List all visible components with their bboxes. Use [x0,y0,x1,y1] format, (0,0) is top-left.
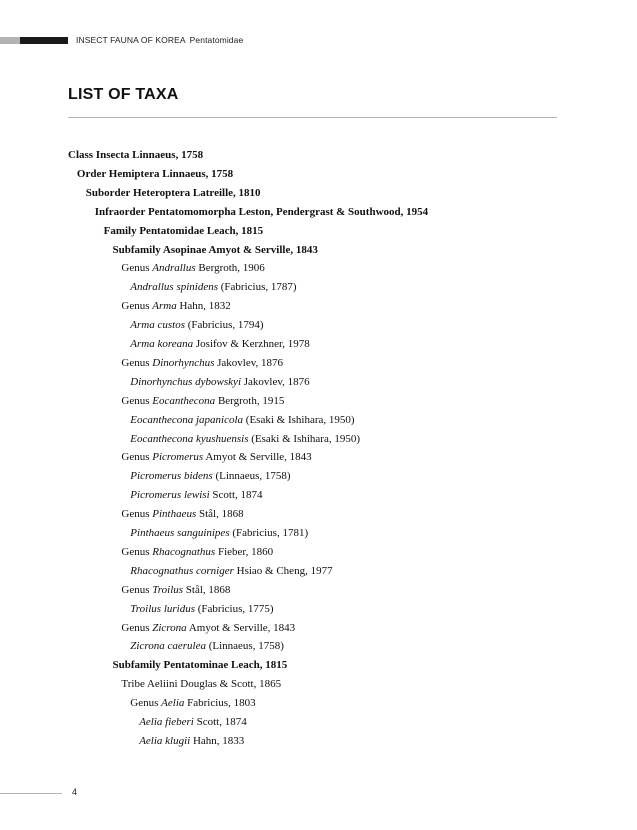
taxon-suffix: Bergroth, 1915 [215,394,285,407]
taxon-suffix: Hahn, 1833 [190,734,245,747]
taxon-row [121,584,230,597]
taxon-italic: Pinthaeus sanguinipes [130,527,230,539]
taxon-row [121,395,284,408]
taxon-row [130,433,360,446]
taxon-row [121,451,311,464]
taxon-prefix: Genus [121,545,153,558]
taxon-suffix: Amyot & Serville, 1843 [186,621,296,634]
taxon-suffix: (Esaki & Ishihara, 1950) [248,432,361,445]
taxon-row [121,300,230,313]
taxon-row [86,187,261,200]
taxon-italic: Aelia [161,697,185,710]
taxon-prefix: Order Hemiptera Linnaeus, 1758 [76,167,234,180]
taxon-italic: Picromerus bidens [130,470,213,483]
taxon-prefix: Genus [121,262,153,275]
taxon-italic: Zicrona caerulea [130,640,206,653]
taxon-prefix: Genus [121,300,153,313]
taxon-suffix: Hsiao & Cheng, 1977 [233,564,333,577]
running-header [76,35,243,45]
taxon-row [139,735,244,748]
taxon-prefix: Genus [121,356,153,369]
taxon-italic: Troilus [152,583,184,596]
taxon-italic: Eocanthecona japanicola [130,413,244,426]
taxon-row [130,338,309,351]
taxon-prefix: Genus [121,508,153,521]
taxon-row [130,319,263,332]
taxon-italic: Rhacognathus [152,545,216,558]
taxon-italic: Arma koreana [130,338,194,350]
taxon-prefix: Genus [121,583,153,596]
taxon-prefix: Suborder Heteroptera Latreille, 1810 [85,186,261,199]
taxon-italic: Dinorhynchus [152,356,215,369]
taxon-suffix: Fieber, 1860 [215,545,274,558]
taxon-italic: Rhacognathus corniger [130,564,234,577]
running-header-subject: Pentatomidae [189,35,244,45]
taxon-prefix: Genus [121,394,153,407]
taxon-row [130,281,296,294]
footer-rule [0,793,62,794]
taxon-suffix: Jakovlev, 1876 [214,356,284,369]
taxon-prefix: Family Pentatomidae Leach, 1815 [103,224,264,237]
taxon-suffix: Hahn, 1832 [176,300,231,313]
taxon-italic: Picromerus [152,451,204,464]
taxon-row [121,508,243,521]
taxon-suffix: Stål, 1868 [183,583,231,596]
taxon-italic: Aelia klugii [139,734,191,747]
taxon-row [77,168,233,181]
taxon-suffix: Bergroth, 1906 [195,262,265,275]
taxon-row [130,697,255,710]
taxon-suffix: Jakovlev, 1876 [241,375,310,388]
taxon-suffix: (Fabricius, 1794) [185,319,264,332]
taxon-row [130,640,284,653]
taxon-italic: Picromerus lewisi [130,489,210,502]
taxon-suffix: Scott, 1874 [193,716,247,728]
taxon-italic: Arma custos [130,319,185,332]
taxon-row [95,206,428,219]
header-bar-light [0,37,20,44]
taxon-row [121,678,281,691]
page-title: LIST OF TAXA [68,86,179,103]
taxon-italic: Aelia fieberi [139,716,194,728]
taxon-row [121,546,273,559]
taxon-row [130,376,309,389]
taxon-suffix: (Linnaeus, 1758) [205,640,284,653]
taxon-italic: Eocanthecona [152,394,216,407]
header-bar-dark [20,37,68,44]
taxon-row [130,603,273,616]
taxon-italic: Arma [152,300,177,313]
taxon-row [113,659,288,672]
taxon-prefix: Class Insecta Linnaeus, 1758 [68,149,204,161]
taxon-suffix: Amyot & Serville, 1843 [203,451,312,464]
taxon-italic: Troilus luridus [130,602,195,615]
taxon-prefix: Genus [121,451,153,464]
taxon-suffix: (Linnaeus, 1758) [212,470,291,483]
taxon-row [139,716,247,729]
taxon-row [130,565,332,578]
taxon-suffix: Stål, 1868 [196,508,244,521]
taxon-prefix: Subfamily Asopinae Amyot & Serville, 1843 [112,243,318,256]
taxon-row [130,414,354,427]
taxon-italic: Andrallus spinidens [130,281,218,294]
taxon-row [113,244,318,257]
taxon-row [121,357,283,370]
title-rule [68,117,557,118]
taxon-suffix: Fabricius, 1803 [184,697,256,710]
taxon-row [104,225,263,238]
taxon-italic: Zicrona [152,621,187,634]
taxon-prefix: Infraorder Pentatomomorpha Leston, Pendergrast & Southwood, 1954 [94,205,429,218]
taxon-italic: Eocanthecona kyushuensis [130,432,249,445]
taxon-row [130,470,290,483]
taxon-prefix: Genus [130,697,162,710]
taxon-suffix: (Fabricius, 1787) [218,281,297,294]
taxon-prefix: Subfamily Pentatominae Leach, 1815 [112,659,288,672]
taxon-suffix: (Fabricius, 1775) [195,602,274,615]
taxon-row [68,149,203,162]
taxon-suffix: Josifov & Kerzhner, 1978 [193,338,310,350]
page-number: 4 [72,787,78,797]
running-header-series: INSECT FAUNA OF KOREA [76,35,186,45]
taxon-suffix: (Fabricius, 1781) [229,527,309,539]
taxon-row [130,489,262,502]
taxon-row [121,262,264,275]
taxon-row [130,527,308,540]
taxon-prefix: Tribe Aeliini Douglas & Scott, 1865 [121,678,282,691]
taxon-suffix: Scott, 1874 [209,489,263,502]
taxon-italic: Pinthaeus [152,508,197,521]
taxon-italic: Dinorhynchus dybowskyi [130,375,241,388]
taxon-row [121,622,295,635]
taxon-prefix: Genus [121,621,153,634]
taxon-suffix: (Esaki & Ishihara, 1950) [243,413,355,426]
taxon-italic: Andrallus [152,262,196,275]
